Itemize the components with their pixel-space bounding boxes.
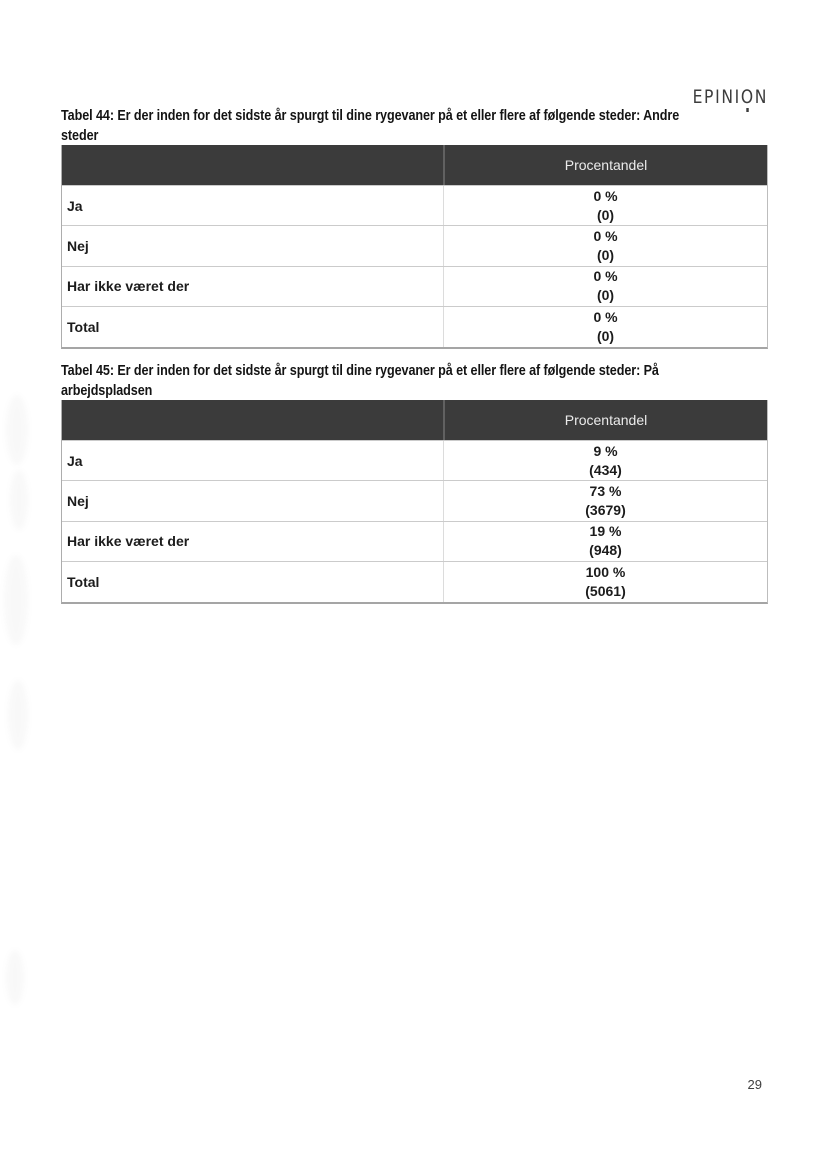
table-45	[61, 400, 768, 604]
row-count: (0)	[596, 247, 615, 264]
row-value-cell	[443, 186, 767, 225]
row-percent: 9 %	[593, 442, 618, 459]
row-percent: 0 %	[593, 268, 618, 285]
row-value-cell	[443, 267, 767, 306]
table-44-header-row	[62, 145, 767, 185]
epinion-logo	[692, 86, 768, 108]
row-value-cell	[443, 522, 767, 561]
table-45-section	[61, 361, 768, 604]
table-row	[62, 225, 767, 265]
logo-letter-o: O	[740, 86, 755, 108]
scan-smudge	[6, 395, 28, 465]
table-row	[62, 561, 767, 601]
row-label: Har ikke været der	[67, 533, 190, 550]
table-45-header-empty-cell	[62, 400, 443, 440]
table-row	[62, 521, 767, 561]
table-45-header-row	[62, 400, 767, 440]
table-44	[61, 145, 768, 349]
table-44-column-header-procentandel: Procentandel	[443, 145, 767, 185]
logo-text-right: N	[754, 86, 768, 108]
table-45-title	[61, 361, 768, 400]
table-row	[62, 306, 767, 346]
row-value-cell	[443, 562, 767, 601]
table-row	[62, 480, 767, 520]
row-count: (948)	[589, 542, 622, 559]
row-value-cell	[443, 481, 767, 520]
row-label: Har ikke været der	[67, 278, 190, 295]
row-percent: 0 %	[593, 308, 618, 325]
table-row	[62, 266, 767, 306]
row-value-cell	[443, 307, 767, 346]
row-percent: 73 %	[589, 483, 622, 500]
table-44-header-empty-cell	[62, 145, 443, 185]
row-count: (0)	[596, 327, 615, 344]
row-count: (5061)	[585, 582, 626, 599]
row-label: Total	[67, 318, 100, 335]
row-label: Ja	[67, 197, 83, 214]
row-percent: 0 %	[593, 187, 618, 204]
row-value-cell	[443, 226, 767, 265]
row-count: (0)	[596, 206, 615, 223]
scan-smudge	[10, 470, 28, 530]
row-percent: 19 %	[589, 523, 622, 540]
scan-smudge	[4, 555, 28, 645]
row-count: (434)	[589, 461, 622, 478]
row-label: Ja	[67, 452, 83, 469]
row-count: (3679)	[585, 502, 626, 519]
scan-smudge	[6, 950, 24, 1005]
row-percent: 0 %	[593, 228, 618, 245]
table-45-column-header-procentandel: Procentandel	[443, 400, 767, 440]
row-value-cell	[443, 441, 767, 480]
logo-text-left: EPINI	[692, 86, 741, 108]
table-44-title-line1: Tabel 44: Er der inden for det sidste år spurgt til dine rygevaner på et eller flere af følgende steder: Andre	[61, 107, 680, 124]
table-44-title	[61, 106, 768, 145]
row-count: (0)	[596, 287, 615, 304]
table-44-title-line2: steder	[61, 126, 99, 144]
table-45-title-line1: Tabel 45: Er der inden for det sidste år spurgt til dine rygevaner på et eller flere af følgende steder: På	[61, 362, 659, 379]
page-number: 29	[747, 1077, 762, 1092]
row-percent: 100 %	[585, 563, 626, 580]
row-label: Nej	[67, 493, 89, 510]
table-45-title-line2: arbejdspladsen	[61, 381, 153, 399]
table-row	[62, 440, 767, 480]
scan-smudge	[8, 680, 28, 750]
row-label: Nej	[67, 238, 89, 255]
table-row	[62, 185, 767, 225]
table-44-section	[61, 106, 768, 349]
row-label: Total	[67, 573, 100, 590]
